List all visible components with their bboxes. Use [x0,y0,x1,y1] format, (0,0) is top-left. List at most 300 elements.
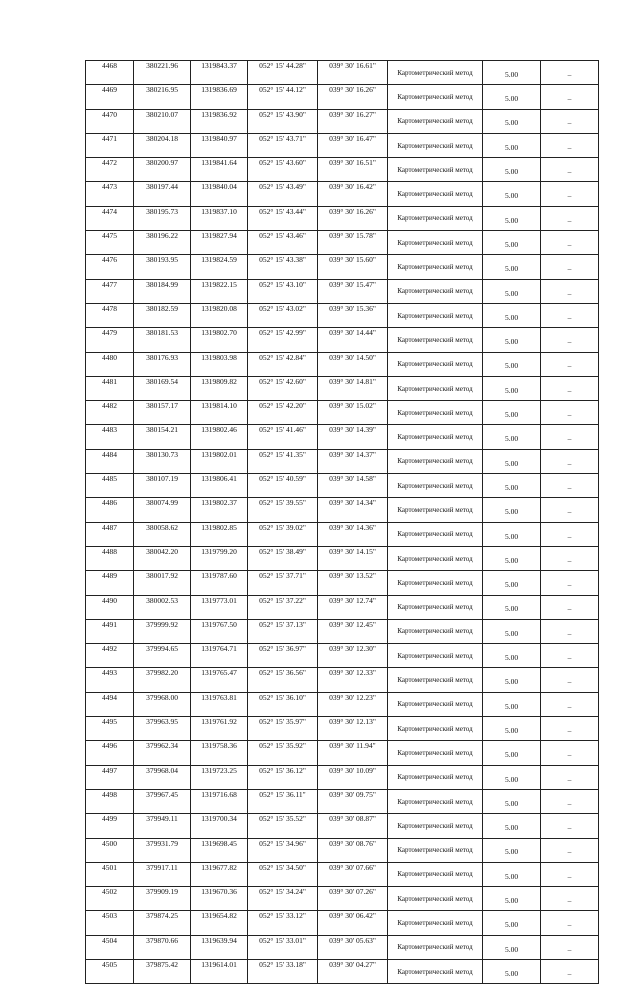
longitude-cell: 039° 30' 15.47" [318,279,388,303]
point-number-cell: 4496 [86,741,134,765]
note-cell: – [541,401,599,425]
table-row [86,862,599,886]
accuracy-cell: 5.00 [483,182,541,206]
note-cell: – [541,619,599,643]
accuracy-cell: 5.00 [483,692,541,716]
x-coordinate-cell: 380182.59 [134,303,191,327]
x-coordinate-cell: 379962.34 [134,741,191,765]
accuracy-cell: 5.00 [483,644,541,668]
note-cell: – [541,109,599,133]
latitude-cell: 052° 15' 33.01" [248,935,318,959]
accuracy-cell: 5.00 [483,376,541,400]
latitude-cell: 052° 15' 42.84" [248,352,318,376]
point-number-cell: 4485 [86,474,134,498]
point-number-cell: 4498 [86,789,134,813]
method-cell: Картометрический метод [388,376,483,400]
latitude-cell: 052° 15' 42.99" [248,328,318,352]
method-cell: Картометрический метод [388,668,483,692]
point-number-cell: 4505 [86,959,134,983]
latitude-cell: 052° 15' 36.56" [248,668,318,692]
accuracy-cell: 5.00 [483,741,541,765]
note-cell: – [541,85,599,109]
x-coordinate-cell: 379917.11 [134,862,191,886]
accuracy-cell: 5.00 [483,959,541,983]
point-number-cell: 4470 [86,109,134,133]
table-row [86,206,599,230]
longitude-cell: 039° 30' 09.75" [318,789,388,813]
point-number-cell: 4484 [86,449,134,473]
longitude-cell: 039° 30' 16.51" [318,158,388,182]
longitude-cell: 039° 30' 15.36" [318,303,388,327]
x-coordinate-cell: 379999.92 [134,619,191,643]
longitude-cell: 039° 30' 15.78" [318,231,388,255]
y-coordinate-cell: 1319767.50 [191,619,248,643]
x-coordinate-cell: 380204.18 [134,133,191,157]
y-coordinate-cell: 1319840.97 [191,133,248,157]
note-cell: – [541,279,599,303]
y-coordinate-cell: 1319802.70 [191,328,248,352]
method-cell: Картометрический метод [388,571,483,595]
point-number-cell: 4489 [86,571,134,595]
longitude-cell: 039° 30' 16.26" [318,85,388,109]
longitude-cell: 039° 30' 16.27" [318,109,388,133]
latitude-cell: 052° 15' 37.22" [248,595,318,619]
longitude-cell: 039° 30' 14.81" [318,376,388,400]
x-coordinate-cell: 379963.95 [134,717,191,741]
method-cell: Картометрический метод [388,741,483,765]
y-coordinate-cell: 1319677.82 [191,862,248,886]
point-number-cell: 4494 [86,692,134,716]
x-coordinate-cell: 380176.93 [134,352,191,376]
x-coordinate-cell: 380154.21 [134,425,191,449]
note-cell: – [541,449,599,473]
point-number-cell: 4486 [86,498,134,522]
note-cell: – [541,303,599,327]
note-cell: – [541,959,599,983]
accuracy-cell: 5.00 [483,838,541,862]
method-cell: Картометрический метод [388,911,483,935]
accuracy-cell: 5.00 [483,717,541,741]
longitude-cell: 039° 30' 12.74" [318,595,388,619]
longitude-cell: 039° 30' 07.66" [318,862,388,886]
method-cell: Картометрический метод [388,789,483,813]
point-number-cell: 4477 [86,279,134,303]
note-cell: – [541,522,599,546]
y-coordinate-cell: 1319802.37 [191,498,248,522]
x-coordinate-cell: 379875.42 [134,959,191,983]
longitude-cell: 039° 30' 16.61" [318,61,388,85]
latitude-cell: 052° 15' 43.90" [248,109,318,133]
y-coordinate-cell: 1319814.10 [191,401,248,425]
x-coordinate-cell: 379870.66 [134,935,191,959]
accuracy-cell: 5.00 [483,231,541,255]
table-row [86,449,599,473]
point-number-cell: 4500 [86,838,134,862]
longitude-cell: 039° 30' 12.23" [318,692,388,716]
y-coordinate-cell: 1319723.25 [191,765,248,789]
accuracy-cell: 5.00 [483,352,541,376]
latitude-cell: 052° 15' 43.10" [248,279,318,303]
latitude-cell: 052° 15' 36.97" [248,644,318,668]
accuracy-cell: 5.00 [483,595,541,619]
note-cell: – [541,911,599,935]
table-row [86,644,599,668]
y-coordinate-cell: 1319765.47 [191,668,248,692]
table-row [86,692,599,716]
method-cell: Картометрический метод [388,425,483,449]
table-row [86,401,599,425]
table-row [86,789,599,813]
longitude-cell: 039° 30' 15.02" [318,401,388,425]
longitude-cell: 039° 30' 16.47" [318,133,388,157]
accuracy-cell: 5.00 [483,498,541,522]
accuracy-cell: 5.00 [483,425,541,449]
latitude-cell: 052° 15' 43.71" [248,133,318,157]
table-row [86,546,599,570]
y-coordinate-cell: 1319787.60 [191,571,248,595]
method-cell: Картометрический метод [388,255,483,279]
y-coordinate-cell: 1319836.92 [191,109,248,133]
x-coordinate-cell: 380221.96 [134,61,191,85]
note-cell: – [541,425,599,449]
x-coordinate-cell: 380181.53 [134,328,191,352]
point-number-cell: 4491 [86,619,134,643]
latitude-cell: 052° 15' 41.46" [248,425,318,449]
method-cell: Картометрический метод [388,644,483,668]
latitude-cell: 052° 15' 44.12" [248,85,318,109]
x-coordinate-cell: 380193.95 [134,255,191,279]
longitude-cell: 039° 30' 04.27" [318,959,388,983]
latitude-cell: 052° 15' 43.60" [248,158,318,182]
method-cell: Картометрический метод [388,328,483,352]
accuracy-cell: 5.00 [483,619,541,643]
x-coordinate-cell: 380042.20 [134,546,191,570]
method-cell: Картометрический метод [388,303,483,327]
note-cell: – [541,546,599,570]
table-row [86,765,599,789]
accuracy-cell: 5.00 [483,85,541,109]
latitude-cell: 052° 15' 36.10" [248,692,318,716]
latitude-cell: 052° 15' 33.18" [248,959,318,983]
accuracy-cell: 5.00 [483,401,541,425]
x-coordinate-cell: 380169.54 [134,376,191,400]
point-number-cell: 4492 [86,644,134,668]
point-number-cell: 4497 [86,765,134,789]
x-coordinate-cell: 379994.65 [134,644,191,668]
longitude-cell: 039° 30' 14.39" [318,425,388,449]
table-row [86,959,599,983]
longitude-cell: 039° 30' 13.52" [318,571,388,595]
method-cell: Картометрический метод [388,352,483,376]
x-coordinate-cell: 380074.99 [134,498,191,522]
latitude-cell: 052° 15' 44.28" [248,61,318,85]
y-coordinate-cell: 1319802.01 [191,449,248,473]
accuracy-cell: 5.00 [483,255,541,279]
table-row [86,838,599,862]
table-row [86,328,599,352]
latitude-cell: 052° 15' 43.02" [248,303,318,327]
longitude-cell: 039° 30' 11.94" [318,741,388,765]
accuracy-cell: 5.00 [483,474,541,498]
longitude-cell: 039° 30' 14.44" [318,328,388,352]
point-number-cell: 4502 [86,887,134,911]
coordinates-table [85,60,599,984]
point-number-cell: 4473 [86,182,134,206]
method-cell: Картометрический метод [388,692,483,716]
accuracy-cell: 5.00 [483,887,541,911]
note-cell: – [541,935,599,959]
note-cell: – [541,668,599,692]
method-cell: Картометрический метод [388,206,483,230]
latitude-cell: 052° 15' 36.12" [248,765,318,789]
point-number-cell: 4478 [86,303,134,327]
y-coordinate-cell: 1319614.01 [191,959,248,983]
latitude-cell: 052° 15' 42.20" [248,401,318,425]
point-number-cell: 4499 [86,814,134,838]
y-coordinate-cell: 1319841.64 [191,158,248,182]
note-cell: – [541,474,599,498]
accuracy-cell: 5.00 [483,935,541,959]
longitude-cell: 039° 30' 14.15" [318,546,388,570]
accuracy-cell: 5.00 [483,765,541,789]
point-number-cell: 4472 [86,158,134,182]
note-cell: – [541,741,599,765]
method-cell: Картометрический метод [388,231,483,255]
longitude-cell: 039° 30' 14.36" [318,522,388,546]
note-cell: – [541,595,599,619]
x-coordinate-cell: 380196.22 [134,231,191,255]
method-cell: Картометрический метод [388,595,483,619]
point-number-cell: 4474 [86,206,134,230]
point-number-cell: 4481 [86,376,134,400]
x-coordinate-cell: 380058.62 [134,522,191,546]
method-cell: Картометрический метод [388,814,483,838]
y-coordinate-cell: 1319824.59 [191,255,248,279]
y-coordinate-cell: 1319802.46 [191,425,248,449]
note-cell: – [541,838,599,862]
table-row [86,158,599,182]
latitude-cell: 052° 15' 37.13" [248,619,318,643]
note-cell: – [541,231,599,255]
point-number-cell: 4469 [86,85,134,109]
latitude-cell: 052° 15' 43.44" [248,206,318,230]
table-row [86,376,599,400]
latitude-cell: 052° 15' 33.12" [248,911,318,935]
y-coordinate-cell: 1319698.45 [191,838,248,862]
y-coordinate-cell: 1319799.20 [191,546,248,570]
point-number-cell: 4482 [86,401,134,425]
latitude-cell: 052° 15' 35.52" [248,814,318,838]
y-coordinate-cell: 1319802.85 [191,522,248,546]
latitude-cell: 052° 15' 43.49" [248,182,318,206]
accuracy-cell: 5.00 [483,328,541,352]
x-coordinate-cell: 380210.07 [134,109,191,133]
table-row [86,352,599,376]
note-cell: – [541,158,599,182]
note-cell: – [541,498,599,522]
point-number-cell: 4479 [86,328,134,352]
method-cell: Картометрический метод [388,61,483,85]
point-number-cell: 4471 [86,133,134,157]
table-row [86,61,599,85]
point-number-cell: 4501 [86,862,134,886]
method-cell: Картометрический метод [388,959,483,983]
x-coordinate-cell: 380157.17 [134,401,191,425]
latitude-cell: 052° 15' 41.35" [248,449,318,473]
note-cell: – [541,571,599,595]
x-coordinate-cell: 380184.99 [134,279,191,303]
longitude-cell: 039° 30' 16.26" [318,206,388,230]
method-cell: Картометрический метод [388,401,483,425]
note-cell: – [541,328,599,352]
latitude-cell: 052° 15' 34.24" [248,887,318,911]
longitude-cell: 039° 30' 06.42" [318,911,388,935]
method-cell: Картометрический метод [388,522,483,546]
x-coordinate-cell: 380130.73 [134,449,191,473]
method-cell: Картометрический метод [388,838,483,862]
accuracy-cell: 5.00 [483,303,541,327]
accuracy-cell: 5.00 [483,61,541,85]
table-row [86,474,599,498]
longitude-cell: 039° 30' 08.76" [318,838,388,862]
point-number-cell: 4476 [86,255,134,279]
note-cell: – [541,789,599,813]
note-cell: – [541,352,599,376]
accuracy-cell: 5.00 [483,814,541,838]
point-number-cell: 4493 [86,668,134,692]
latitude-cell: 052° 15' 35.92" [248,741,318,765]
point-number-cell: 4503 [86,911,134,935]
x-coordinate-cell: 380195.73 [134,206,191,230]
y-coordinate-cell: 1319654.82 [191,911,248,935]
table-row [86,668,599,692]
accuracy-cell: 5.00 [483,279,541,303]
method-cell: Картометрический метод [388,619,483,643]
y-coordinate-cell: 1319836.69 [191,85,248,109]
latitude-cell: 052° 15' 34.96" [248,838,318,862]
x-coordinate-cell: 379968.00 [134,692,191,716]
accuracy-cell: 5.00 [483,158,541,182]
y-coordinate-cell: 1319700.34 [191,814,248,838]
latitude-cell: 052° 15' 43.46" [248,231,318,255]
note-cell: – [541,376,599,400]
latitude-cell: 052° 15' 42.60" [248,376,318,400]
latitude-cell: 052° 15' 43.38" [248,255,318,279]
accuracy-cell: 5.00 [483,449,541,473]
latitude-cell: 052° 15' 34.50" [248,862,318,886]
note-cell: – [541,887,599,911]
table-row [86,522,599,546]
x-coordinate-cell: 380017.92 [134,571,191,595]
x-coordinate-cell: 379967.45 [134,789,191,813]
note-cell: – [541,717,599,741]
y-coordinate-cell: 1319843.37 [191,61,248,85]
x-coordinate-cell: 379949.11 [134,814,191,838]
table-row [86,619,599,643]
table-row [86,85,599,109]
longitude-cell: 039° 30' 10.09" [318,765,388,789]
y-coordinate-cell: 1319764.71 [191,644,248,668]
y-coordinate-cell: 1319820.08 [191,303,248,327]
x-coordinate-cell: 380216.95 [134,85,191,109]
method-cell: Картометрический метод [388,158,483,182]
latitude-cell: 052° 15' 39.55" [248,498,318,522]
y-coordinate-cell: 1319773.01 [191,595,248,619]
accuracy-cell: 5.00 [483,206,541,230]
note-cell: – [541,182,599,206]
y-coordinate-cell: 1319803.98 [191,352,248,376]
x-coordinate-cell: 380107.19 [134,474,191,498]
accuracy-cell: 5.00 [483,522,541,546]
x-coordinate-cell: 380197.44 [134,182,191,206]
table-row [86,498,599,522]
longitude-cell: 039° 30' 08.87" [318,814,388,838]
y-coordinate-cell: 1319716.68 [191,789,248,813]
latitude-cell: 052° 15' 40.59" [248,474,318,498]
table-row [86,425,599,449]
method-cell: Картометрический метод [388,717,483,741]
point-number-cell: 4495 [86,717,134,741]
table-row [86,814,599,838]
y-coordinate-cell: 1319840.04 [191,182,248,206]
point-number-cell: 4483 [86,425,134,449]
accuracy-cell: 5.00 [483,668,541,692]
table-row [86,255,599,279]
accuracy-cell: 5.00 [483,571,541,595]
longitude-cell: 039° 30' 15.60" [318,255,388,279]
method-cell: Картометрический метод [388,862,483,886]
point-number-cell: 4487 [86,522,134,546]
longitude-cell: 039° 30' 07.26" [318,887,388,911]
table-row [86,231,599,255]
longitude-cell: 039° 30' 14.58" [318,474,388,498]
latitude-cell: 052° 15' 38.49" [248,546,318,570]
x-coordinate-cell: 379909.19 [134,887,191,911]
y-coordinate-cell: 1319809.82 [191,376,248,400]
latitude-cell: 052° 15' 35.97" [248,717,318,741]
method-cell: Картометрический метод [388,935,483,959]
note-cell: – [541,814,599,838]
x-coordinate-cell: 380002.53 [134,595,191,619]
point-number-cell: 4468 [86,61,134,85]
latitude-cell: 052° 15' 37.71" [248,571,318,595]
method-cell: Картометрический метод [388,279,483,303]
method-cell: Картометрический метод [388,182,483,206]
coordinates-table-body [86,61,599,984]
table-row [86,935,599,959]
method-cell: Картометрический метод [388,765,483,789]
y-coordinate-cell: 1319837.10 [191,206,248,230]
y-coordinate-cell: 1319761.92 [191,717,248,741]
note-cell: – [541,61,599,85]
method-cell: Картометрический метод [388,474,483,498]
x-coordinate-cell: 379931.79 [134,838,191,862]
point-number-cell: 4480 [86,352,134,376]
point-number-cell: 4475 [86,231,134,255]
longitude-cell: 039° 30' 12.45" [318,619,388,643]
method-cell: Картометрический метод [388,85,483,109]
table-row [86,182,599,206]
method-cell: Картометрический метод [388,498,483,522]
table-row [86,109,599,133]
method-cell: Картометрический метод [388,109,483,133]
note-cell: – [541,133,599,157]
longitude-cell: 039° 30' 16.42" [318,182,388,206]
accuracy-cell: 5.00 [483,911,541,935]
longitude-cell: 039° 30' 12.13" [318,717,388,741]
note-cell: – [541,692,599,716]
note-cell: – [541,206,599,230]
